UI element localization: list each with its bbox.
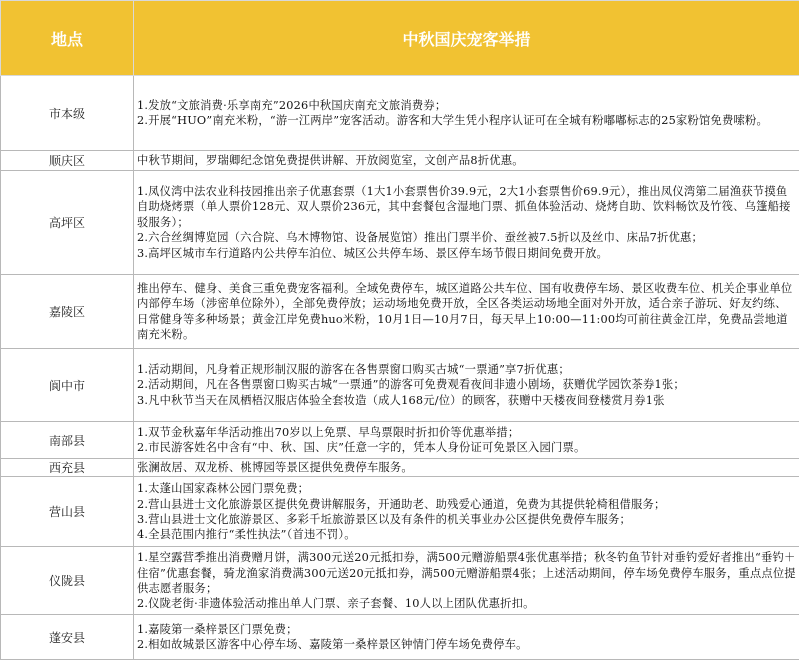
measures-cell [134, 459, 799, 477]
table-row [1, 459, 799, 477]
table-row [1, 547, 799, 615]
measure-line: 1.双节金秋嘉年华活动推出70岁以上免票、早鸟票限时折扣价等优惠举措； [137, 425, 520, 439]
measure-line: 2.营山县进士文化旅游景区提供免费讲解服务，开通助老、助残爱心通道，免费为其提供轮椅租借服务； [137, 497, 666, 511]
measure-line: 中秋节期间，罗瑞卿纪念馆免费提供讲解、开放阅览室，文创产品8折优惠。 [137, 153, 524, 167]
measure-line: 1.太蓬山国家森林公园门票免费； [137, 482, 310, 496]
measures-cell [134, 477, 799, 547]
measures-cell [134, 422, 799, 459]
table-row [1, 422, 799, 459]
location-cell: 高坪区 [1, 171, 134, 275]
measures-cell [134, 615, 799, 660]
location-cell: 仪陇县 [1, 547, 134, 615]
location-cell: 嘉陵区 [1, 275, 134, 349]
measure-line: 3.凡中秋节当天在凤栖梧汉服店体验全套妆造（成人168元/位）的顾客，获赠中天楼夜间登楼赏月券1张 [137, 393, 665, 407]
measures-cell [134, 76, 799, 151]
measure-line: 2.仪陇老街·非遗体验活动推出单人门票、亲子套餐、10人以上团队优惠折扣。 [137, 597, 535, 611]
measure-line: 1.嘉陵第一桑梓景区门票免费； [137, 623, 298, 636]
table-row [1, 615, 799, 660]
table-row [1, 275, 799, 349]
location-cell: 西充县 [1, 459, 134, 477]
measures-cell [134, 349, 799, 422]
header-row [1, 1, 799, 76]
table-row [1, 477, 799, 547]
measure-line: 2.活动期间，凡在各售票窗口购买古城“一票通”的游客可免费观看夜间非遗小剧场，获赠优学园饮茶券1张； [137, 378, 685, 392]
table-row [1, 349, 799, 422]
table-row [1, 171, 799, 275]
table-row [1, 76, 799, 151]
table-body [1, 76, 799, 660]
measures-cell [134, 547, 799, 615]
measure-line: 3.营山县进士文化旅游景区、多彩千坵旅游景区以及有条件的机关事业办公区提供免费停车服务； [137, 512, 632, 526]
measure-line: 1.星空露营季推出消费赠月饼，满300元送20元抵扣券，满500元赠游船票4张优惠举措；秋冬钓鱼节针对垂钓爱好者推出“垂钓＋住宿”优惠套餐，骑龙渔家消费满300元送20元抵扣券，满500元赠游船票4张；上述活动期间，停车场免费停车服务，重点点位提供志愿者服务； [137, 551, 796, 595]
location-header: 地点 [1, 1, 134, 76]
measures-cell [134, 275, 799, 349]
measure-line: 4.全县范围内推行“柔性执法”（首违不罚）。 [137, 528, 356, 542]
measure-line: 1.活动期间，凡身着正规形制汉服的游客在各售票窗口购买古城“一票通”享7折优惠； [137, 362, 570, 376]
measures-cell [134, 171, 799, 275]
table-row [1, 151, 799, 171]
measure-line: 2.相如故城景区游客中心停车场、嘉陵第一桑梓景区钟情门停车场免费停车。 [137, 638, 528, 652]
location-cell: 市本级 [1, 76, 134, 151]
measures-cell [134, 151, 799, 171]
location-cell: 蓬安县 [1, 615, 134, 660]
location-cell: 南部县 [1, 422, 134, 459]
measure-line: 推出停车、健身、美食三重免费宠客福利。全域免费停车，城区道路公共车位、国有收费停车场、景区收费车位、机关企事业单位内部停车场（涉密单位除外），全部免费停放；运动场地免费开放，全区各类运动场地全面对外开放，适合亲子游玩、好友约练、日常健身等多种场景；黄金江岸免费huo米粉，10月1日—10月7日，每天早上10:00—11:00均可前往黄金江岸，免费品尝地道南充米粉。 [137, 281, 793, 341]
measure-line: 2.市民游客姓名中含有“中、秋、国、庆”任意一字的，凭本人身份证可免景区入园门票。 [137, 441, 586, 454]
measure-line: 1.凤仪湾中法农业科技园推出亲子优惠套票（1大1小套票售价39.9元，2大1小套票售价69.9元），推出凤仪湾第二届渔获节摸鱼自助烧烤票（单人票价128元、双人票价236元，其中套餐包含湿地门票、抓鱼体验活动、烧烤自助、饮料畅饮及竹筏、乌篷船接驳服务）； [137, 184, 791, 229]
measure-line: 张澜故居、双龙桥、桃博园等景区提供免费停车服务。 [137, 461, 413, 474]
measure-line: 2.六合丝绸博览园（六合院、乌木博物馆、设备展览馆）推出门票半价、蚕丝被7.5折以及丝巾、床品7折优惠； [137, 231, 703, 245]
location-cell: 阆中市 [1, 349, 134, 422]
location-cell: 营山县 [1, 477, 134, 547]
measure-line: 2.开展“HUO”南充米粉，“游一江两岸”宠客活动。游客和大学生凭小程序认证可在全城有粉嘟嘟标志的25家粉馆免费嗦粉。 [137, 114, 768, 127]
location-cell: 顺庆区 [1, 151, 134, 171]
measures-header: 中秋国庆宠客举措 [134, 1, 799, 76]
measure-line: 3.高坪区城市车行道路内公共停车泊位、城区公共停车场、景区停车场节假日期间免费开放。 [137, 246, 609, 260]
measure-line: 1.发放“文旅消费·乐享南充”2026中秋国庆南充文旅消费券； [137, 98, 447, 112]
